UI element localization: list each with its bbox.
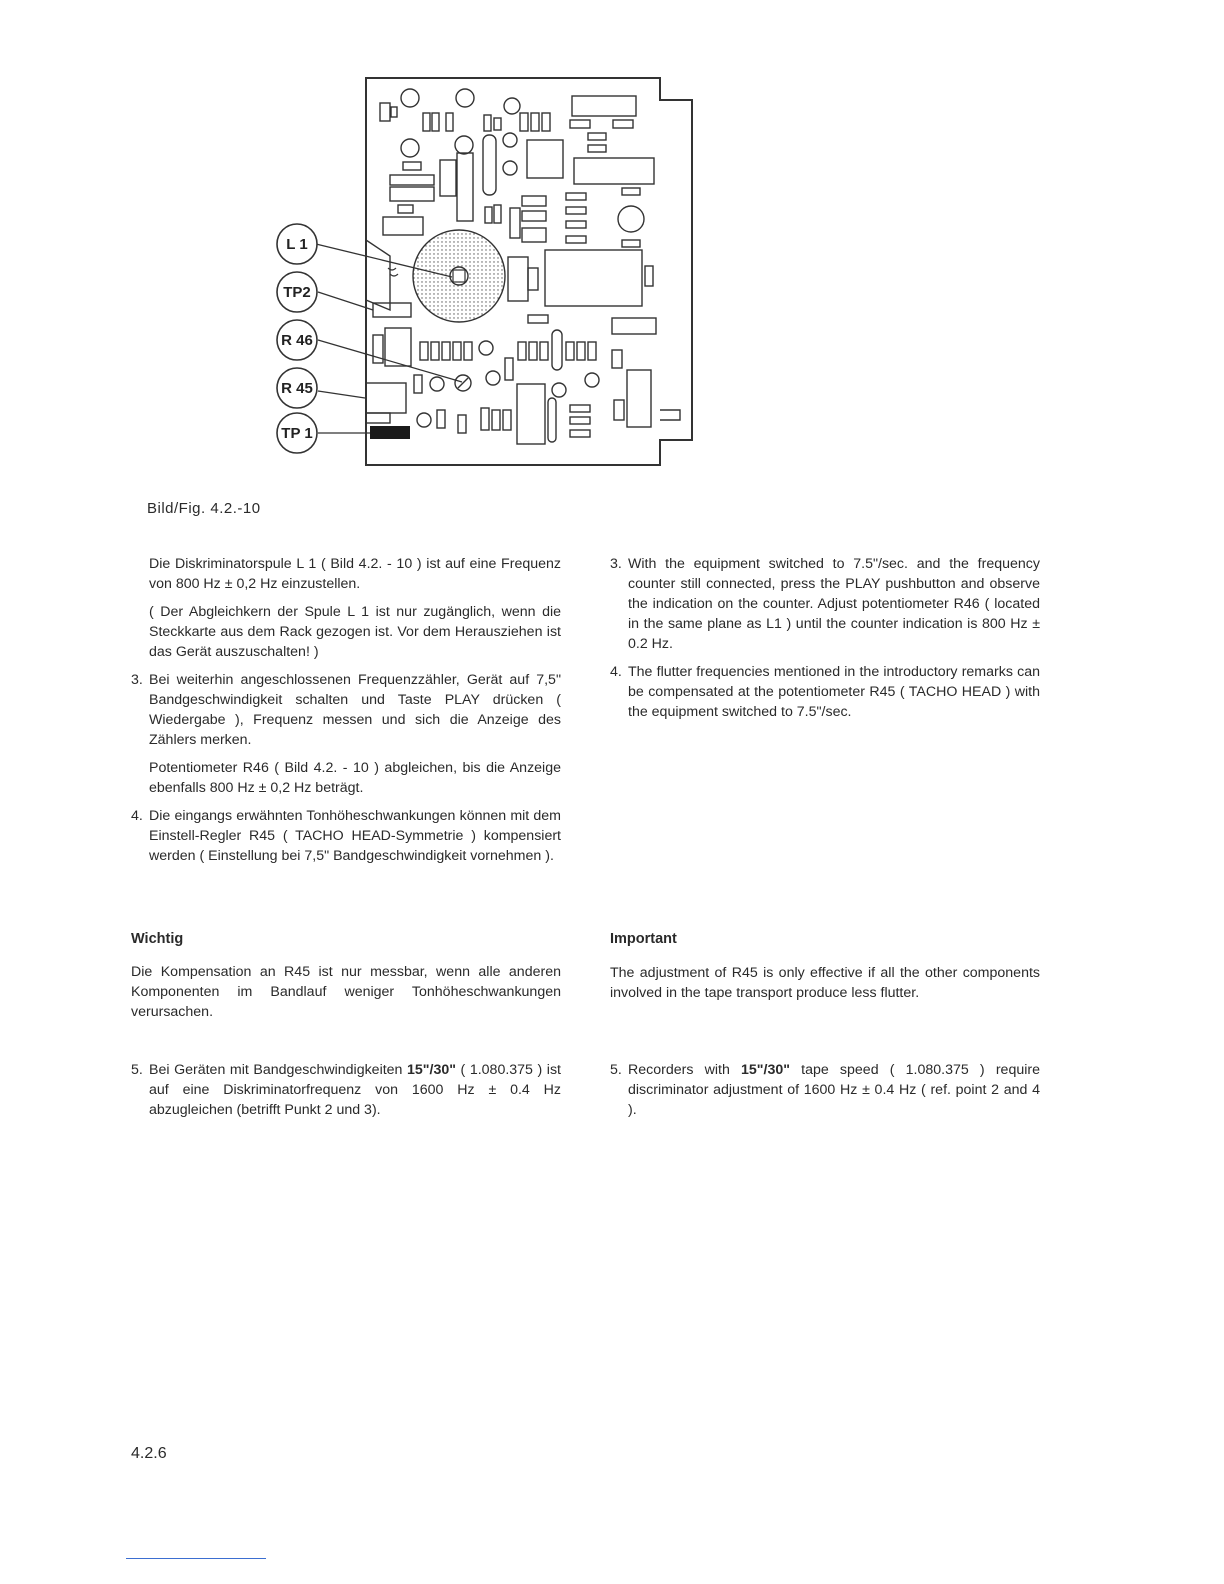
german-step-5-text: Bei Geräten mit Bandgeschwindigkeiten 15"/30" ( 1.080.375 ) ist auf eine Diskriminatorfrequenz von 1600 Hz ± 0.4 Hz abzugleichen (betrifft Punkt 2 und 3). [149, 1062, 561, 1118]
german-instructions [131, 554, 561, 874]
german-step-3-text: Bei weiterhin angeschlossenen Frequenzzähler, Gerät auf 7,5" Bandgeschwindigkeit schalten und Taste PLAY drücken ( Wiedergabe ), Frequenz messen und sich die Anzeige des Zählers merken. [149, 672, 561, 748]
page-number: 4.2.6 [131, 1445, 167, 1462]
english-step-5-text: Recorders with 15"/30" tape speed ( 1.080.375 ) require discriminator adjustment of 1600 Hz ± 0.4 Hz ( ref. point 2 and 4 ). [628, 1062, 1040, 1118]
step-number: 4. [610, 664, 622, 680]
label-l1: L 1 [286, 236, 308, 253]
german-step-3 [131, 670, 561, 798]
label-r45: R 45 [281, 380, 313, 397]
figure-caption: Bild/Fig. 4.2.-10 [147, 500, 261, 517]
step-number: 5. [131, 1062, 143, 1078]
step-number: 3. [610, 556, 622, 572]
step-number: 3. [131, 672, 143, 688]
german-intro-paragraph: Die Diskriminatorspule L 1 ( Bild 4.2. - 10 ) ist auf eine Frequenz von 800 Hz ± 0,2 Hz einzustellen. [149, 556, 561, 592]
english-step-4-text: The flutter frequencies mentioned in the introductory remarks can be compensated at the potentiometer R45 ( TACHO HEAD ) with the equipment switched to 7.5"/sec. [628, 664, 1040, 720]
german-intro-note: ( Der Abgleichkern der Spule L 1 ist nur zugänglich, wenn die Steckkarte aus dem Rack gezogen ist. Vor dem Herausziehen ist das Gerät auszuschalten! ) [149, 604, 561, 660]
label-r46: R 46 [281, 332, 313, 349]
step-number: 4. [131, 808, 143, 824]
english-instructions [610, 554, 1040, 730]
label-tp1: TP 1 [281, 425, 313, 442]
english-step-3-text: With the equipment switched to 7.5"/sec. and the frequency counter still connected, press the PLAY pushbutton and observe the indication on the counter. Adjust potentiometer R46 ( located in the same plane as L1 ) until the counter indication is 800 Hz ± 0.2 Hz. [628, 556, 1040, 652]
german-step-4 [131, 806, 561, 866]
test-point-tp1 [370, 426, 410, 439]
english-step-4 [610, 662, 1040, 722]
english-step-5 [610, 1060, 1040, 1120]
english-important-text: The adjustment of R45 is only effective if all the other components involved in the tape transport produce less flutter. [610, 965, 1040, 1001]
footer-rule [126, 1558, 266, 1559]
german-important-heading: Wichtig [131, 931, 184, 947]
label-tp2: TP2 [283, 284, 311, 301]
german-step-4-text: Die eingangs erwähnten Tonhöheschwankungen können mit dem Einstell-Regler R45 ( TACHO HEAD-Symmetrie ) kompensiert werden ( Einstellung bei 7,5" Bandgeschwindigkeit vornehmen ). [149, 808, 561, 864]
german-step-5 [131, 1060, 561, 1120]
step-number: 5. [610, 1062, 622, 1078]
english-step-3 [610, 554, 1040, 654]
circuit-board-diagram [270, 70, 700, 470]
english-important-heading: Important [610, 931, 677, 947]
german-important-text: Die Kompensation an R45 ist nur messbar, wenn alle anderen Komponenten im Bandlauf weniger Tonhöheschwankungen verursachen. [131, 964, 561, 1020]
german-step-3-adjust: Potentiometer R46 ( Bild 4.2. - 10 ) abgleichen, bis die Anzeige ebenfalls 800 Hz ± 0,2 Hz beträgt. [149, 760, 561, 796]
